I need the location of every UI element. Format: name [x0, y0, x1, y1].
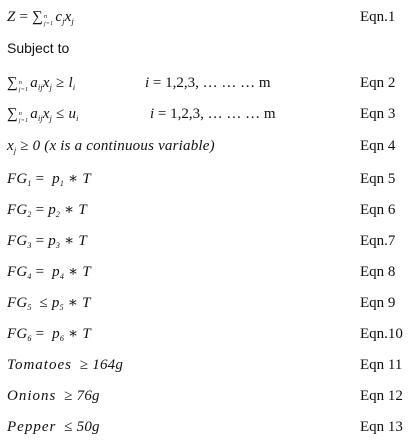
times-total: ∗ T: [68, 264, 91, 280]
item-equation: [7, 353, 123, 377]
constraint-upper-equation: [7, 102, 79, 131]
coefficient-a: a: [30, 106, 38, 122]
equation-row-fg4: [7, 260, 419, 284]
bound-u: u: [68, 106, 77, 122]
food-group-symbol: FG: [7, 326, 28, 342]
summation-lower: j=1: [44, 21, 54, 27]
item-name: Pepper: [7, 419, 57, 435]
food-group-subscript: 4: [27, 272, 32, 281]
summation-symbol: ∑: [7, 75, 18, 91]
equals-sign: =: [152, 75, 162, 91]
equation-tag: Eqn 6: [360, 202, 396, 218]
variable-x-subscript: j: [71, 17, 74, 26]
food-group-equation: [7, 167, 91, 196]
summation-limits: [19, 80, 28, 94]
coefficient-a-subscript: ij: [37, 114, 43, 123]
summation-lower: j=1: [18, 87, 29, 93]
equation-row-constraint-lower: [7, 71, 419, 95]
food-group-equation: [7, 260, 91, 289]
relation-operator: ≥: [64, 388, 73, 404]
equation-row-onions: [7, 384, 419, 408]
proportion-subscript: 5: [59, 303, 64, 312]
summation-symbol: ∑: [7, 106, 18, 122]
bound-l: l: [68, 75, 73, 91]
relation-operator: =: [35, 171, 45, 187]
equation-row-pepper: [7, 415, 419, 439]
proportion-p: p: [52, 264, 60, 280]
times-total: ∗ T: [68, 171, 91, 187]
proportion-subscript: 4: [59, 272, 65, 281]
equation-tag: Eqn 4: [360, 138, 396, 154]
variable-x: x: [64, 9, 72, 25]
variable-x-subscript: j: [49, 83, 53, 92]
relation-operator: ≥: [56, 75, 65, 91]
food-group-symbol: FG: [7, 233, 28, 249]
item-value: 76g: [76, 388, 100, 404]
coefficient-c: c: [55, 9, 63, 25]
item-equation: [7, 415, 100, 439]
item-name: Onions: [7, 388, 57, 404]
times-total: ∗ T: [64, 202, 87, 218]
equals-sign: =: [157, 106, 167, 122]
bound-l-subscript: i: [72, 83, 76, 92]
relation-operator: =: [35, 202, 45, 218]
equation-tag: Eqn 13: [360, 419, 403, 435]
times-total: ∗ T: [64, 233, 87, 249]
coefficient-c-subscript: j: [62, 17, 65, 26]
times-total: ∗ T: [68, 326, 91, 342]
relation-operator: ≤: [56, 106, 65, 122]
food-group-subscript: 1: [27, 179, 32, 188]
index-i: i: [145, 75, 150, 91]
item-name: Tomatoes: [7, 357, 72, 373]
subject-to-row: [7, 36, 419, 60]
objective-equation: [7, 5, 74, 34]
variable-x: x: [42, 75, 50, 91]
times-total: ∗ T: [67, 295, 91, 311]
index-range: [145, 71, 271, 95]
food-group-subscript: 5: [27, 303, 32, 312]
nonnegativity-text: ≥ 0 (x is a continuous variable): [20, 138, 215, 154]
summation-symbol: ∑: [32, 9, 44, 25]
subject-to-label: Subject to: [7, 40, 70, 56]
index-values: 1,2,3, … … … m: [165, 75, 271, 91]
nonnegativity-equation: [7, 134, 215, 163]
proportion-subscript: 2: [55, 210, 61, 219]
item-value: 50g: [76, 419, 100, 435]
equation-tag: Eqn 3: [360, 106, 396, 122]
relation-operator: ≤: [64, 419, 73, 435]
coefficient-a-subscript: ij: [37, 83, 43, 92]
summation-limits: [19, 111, 28, 125]
equation-tag: Eqn.1: [360, 9, 396, 25]
equation-row-fg3: [7, 229, 419, 253]
objective-lhs: Z: [7, 9, 16, 25]
food-group-subscript: 6: [27, 334, 32, 343]
summation-limits: [44, 14, 53, 28]
food-group-equation: [7, 322, 91, 351]
proportion-subscript: 6: [59, 334, 65, 343]
bound-u-subscript: i: [76, 114, 79, 123]
item-value: 164g: [92, 357, 124, 373]
variable-x: x: [7, 138, 14, 154]
constraint-lower-equation: [7, 71, 75, 100]
relation-operator: =: [35, 326, 45, 342]
equation-tag: Eqn 9: [360, 295, 396, 311]
equation-tag: Eqn 2: [360, 75, 396, 91]
equation-tag: Eqn 8: [360, 264, 396, 280]
food-group-equation: [7, 291, 91, 320]
equation-row-fg2: [7, 198, 419, 222]
item-equation: [7, 384, 100, 408]
proportion-p: p: [51, 295, 60, 311]
equation-tag: Eqn.7: [360, 233, 396, 249]
equation-tag: Eqn.10: [360, 326, 403, 342]
food-group-subscript: 3: [27, 241, 32, 250]
relation-operator: =: [35, 264, 45, 280]
food-group-equation: [7, 198, 87, 227]
proportion-subscript: 3: [55, 241, 61, 250]
food-group-symbol: FG: [7, 264, 28, 280]
equation-row-tomatoes: [7, 353, 419, 377]
equation-row-objective: [7, 5, 419, 29]
relation-operator: =: [35, 233, 45, 249]
equation-tag: Eqn 5: [360, 171, 396, 187]
food-group-symbol: FG: [7, 171, 28, 187]
proportion-p: p: [48, 233, 56, 249]
summation-upper: n: [18, 111, 23, 117]
proportion-subscript: 1: [59, 179, 65, 188]
variable-x-subscript: j: [13, 146, 17, 155]
index-i: i: [150, 106, 155, 122]
food-group-equation: [7, 229, 87, 258]
equation-row-fg5: [7, 291, 419, 315]
equation-row-fg6: [7, 322, 419, 346]
equation-tag: Eqn 12: [360, 388, 403, 404]
food-group-symbol: FG: [7, 202, 28, 218]
equation-row-nonnegativity: [7, 134, 419, 158]
summation-lower: j=1: [18, 118, 29, 124]
proportion-p: p: [48, 202, 56, 218]
equation-row-constraint-upper: [7, 102, 419, 126]
proportion-p: p: [52, 326, 60, 342]
variable-x: x: [42, 106, 50, 122]
equation-row-fg1: [7, 167, 419, 191]
index-range: [150, 102, 276, 126]
index-values: 1,2,3, … … … m: [170, 106, 276, 122]
equation-tag: Eqn 11: [360, 357, 403, 373]
equals-sign: =: [19, 9, 29, 25]
summation-upper: n: [18, 80, 23, 86]
food-group-subscript: 2: [27, 210, 32, 219]
summation-upper: n: [44, 14, 48, 20]
food-group-symbol: FG: [7, 295, 28, 311]
variable-x-subscript: j: [49, 114, 53, 123]
proportion-p: p: [52, 171, 60, 187]
relation-operator: ≥: [79, 357, 89, 373]
coefficient-a: a: [30, 75, 38, 91]
relation-operator: ≤: [39, 295, 48, 311]
